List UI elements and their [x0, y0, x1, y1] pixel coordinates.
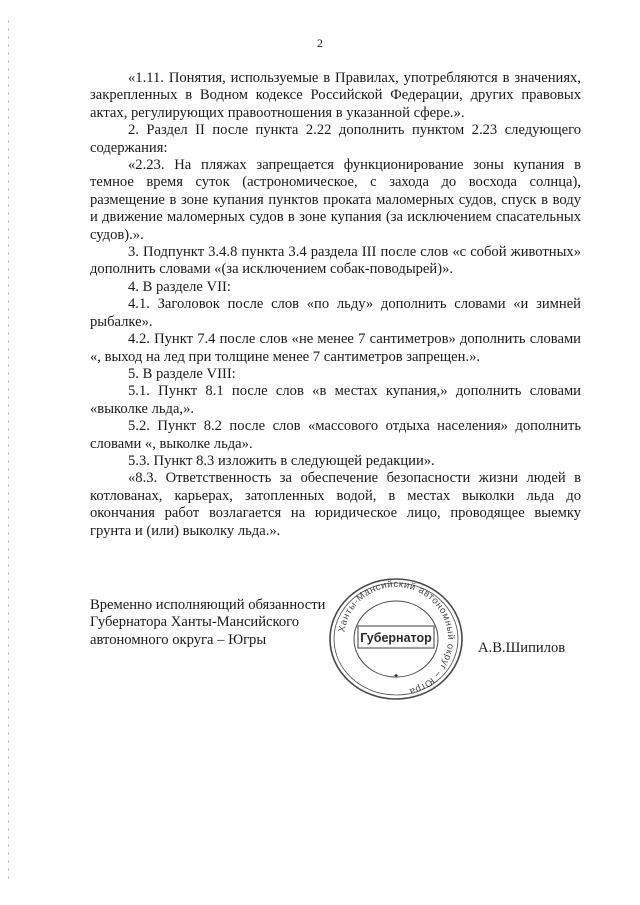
paragraph: 5.2. Пункт 8.2 после слов «массового отдыха населения» дополнить словами «, выколке льда».	[90, 418, 581, 452]
official-seal	[322, 574, 470, 704]
signatory-position-line: автономного округа – Югры	[90, 631, 267, 648]
signatory-position	[90, 597, 325, 649]
page-number: 2	[317, 36, 323, 50]
paragraph: «1.11. Понятия, используемые в Правилах, употребляются в значениях, закрепленных в Водном кодексе Российской Федерации, других правовых актах, регулирующих правоотношения в указанной сфере.».	[90, 70, 581, 121]
paragraph: «8.3. Ответственность за обеспечение безопасности жизни людей в котлованах, карьерах, затопленных водой, в местах выколки льда до окончания работ возлагается на юридическое лицо, проводящее выемку грунта и (или) выколку льда.».	[90, 470, 581, 539]
seal-ring-textpath: Ханты-Мансийский автономный округ – Югра	[336, 578, 457, 698]
seal-star-icon: ✦	[393, 672, 399, 680]
paragraph: 3. Подпункт 3.4.8 пункта 3.4 раздела III после слов «с собой животных» дополнить словами «(за исключением собак-поводырей)».	[90, 244, 581, 278]
paragraph: 5. В разделе VIII:	[128, 365, 236, 382]
paragraph: 4.1. Заголовок после слов «по льду» дополнить словами «и зимней рыбалке».	[90, 296, 581, 330]
paragraph: «2.23. На пляжах запрещается функционирование зоны купания в темное время суток (астрономическое, с захода до восхода солнца), размещение в зоне купания пунктов проката маломерных судов, спуск в воду и движение маломерных судов в зоне купания (за исключением спасательных судов).».	[90, 157, 581, 243]
paragraph: 4. В разделе VII:	[128, 278, 231, 295]
seal-center-text: Губернатор	[360, 631, 432, 645]
signatory-position-line: Губернатора Ханты-Мансийского	[90, 614, 300, 631]
paragraph: 5.1. Пункт 8.1 после слов «в местах купания,» дополнить словами «выколке льда,».	[90, 383, 581, 417]
paragraph: 4.2. Пункт 7.4 после слов «не менее 7 сантиметров» дополнить словами «, выход на лед при толщине менее 7 сантиметров запрещен.».	[90, 331, 581, 365]
scan-edge-artifact	[8, 20, 9, 880]
signatory-name: А.В.Шипилов	[478, 640, 566, 656]
seal-stamp-icon	[322, 574, 470, 704]
paragraph: 2. Раздел II после пункта 2.22 дополнить пунктом 2.23 следующего содержания:	[90, 122, 581, 156]
signatory-position-line: Временно исполняющий обязанности	[90, 597, 326, 613]
document-body	[90, 70, 581, 540]
paragraph: 5.3. Пункт 8.3 изложить в следующей редакции».	[128, 452, 435, 469]
